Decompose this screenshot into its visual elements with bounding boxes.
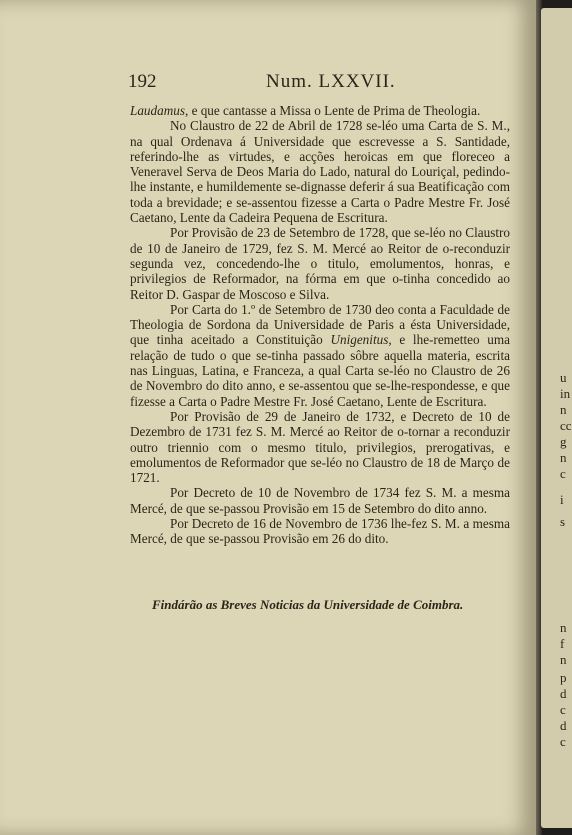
facing-fragment: d [560,686,567,701]
facing-fragment: s [560,514,566,529]
paragraph [130,302,510,409]
italic-word: Laudamus [130,103,185,118]
facing-fragment: cc [560,418,572,433]
facing-fragment: d [560,718,567,733]
facing-fragment: c [560,734,566,749]
facing-fragment: c [560,702,566,717]
facing-fragment: g [560,434,567,449]
facing-fragment: f [560,636,565,651]
running-head: Num. LXXVII. [266,71,396,92]
facing-fragment: in [560,386,571,401]
paragraph-text: , e que cantasse a Missa o Lente de Prima de Theologia. [184,103,481,118]
body-text [130,103,510,547]
page-header [128,71,396,95]
facing-fragment: i [560,492,564,507]
paragraph-text: Por Carta do 1.º de Setembro de 1730 deo conta a Faculdade de Theologia de Sordona da Universidade de Paris a ésta Universidade, que tinha aceitado a Constituição [130,301,510,348]
facing-fragment: c [560,466,566,481]
facing-fragment: u [560,370,567,385]
colophon: Findárão as Breves Noticias da Universidade de Coimbra. [152,597,464,612]
paragraph-text: , e lhe-remetteo uma relação de tudo o que se-tinha passado sôbre aquella materia, escrita nas Linguas, Latina, e Franceza, a qual Carta se-léo no Claustro de 26 de Novembro do dito anno, e se-assentou que se-lhe-respondesse, e que fizesse a Carta o Padre Mestre Fr. José Caetano, Lente de Escritura. [130,332,510,409]
paragraph: No Claustro de 22 de Abril de 1728 se-léo uma Carta de S. M., na qual Ordenava á Universidade que escrevesse a S. Santidade, referindo-lhe as virtudes, e acções heroicas em que floreceo a Veneravel Serva de Deos Maria do Lado, natural do Louriçal, pedindo-lhe instante, e humildemente se-dignasse deferir á sua Beatificação com toda a brevidade; e se-assentou fizesse a Carta o Padre Mestre Fr. José Caetano, Lente da Cadeira Pequena de Escritura. [130,118,510,226]
paragraph: Por Provisão de 29 de Janeiro de 1732, e Decreto de 10 de Dezembro de 1731 fez S. M. Mercé ao Reitor de o-tornar a reconduzir outro triennio com o mesmo titulo, privilegios, prerogativas, e emolumentos de Reformador que se-léo no Claustro de 18 de Março de 1721. [130,408,510,486]
page-number: 192 [128,71,157,92]
paragraph: Por Decreto de 10 de Novembro de 1734 fez S. M. a mesma Mercé, de que se-passou Provisão em 15 de Setembro do dito anno. [130,485,510,516]
facing-fragment: n [560,402,567,417]
facing-fragment: n [560,450,567,465]
facing-fragment: n [560,652,567,667]
facing-page [541,8,572,828]
paragraph: Por Decreto de 16 de Novembro de 1736 lhe-fez S. M. a mesma Mercé, de que se-passou Provisão em 26 do dito. [130,516,510,547]
facing-fragment: p [560,670,567,685]
paragraph [130,103,510,118]
italic-word: Unigenitus [330,332,389,348]
facing-fragment: n [560,620,567,635]
paragraph: Por Provisão de 23 de Setembro de 1728, que se-léo no Claustro de 10 de Janeiro de 1729, fez S. M. Mercé ao Reitor de o-reconduzir segunda vez, concedendo-lhe o titulo, emolumentos, honras, e privilegios de Reformador, na fórma em que o-tinha concedido ao Reitor D. Gaspar de Moscoso e Silva. [130,225,510,302]
